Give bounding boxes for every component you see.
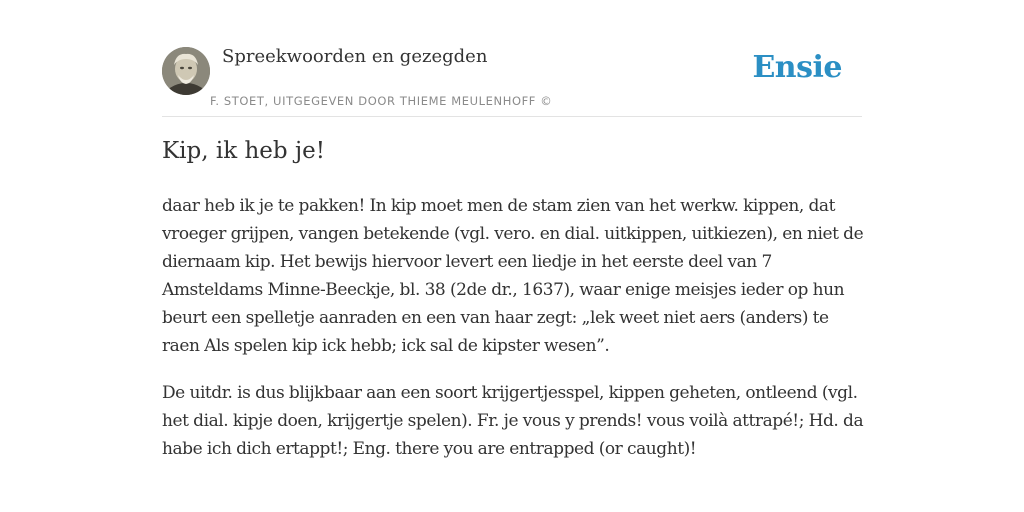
source-title[interactable]: Spreekwoorden en gezegden	[222, 46, 488, 67]
source-header	[162, 44, 862, 117]
entry-body	[162, 192, 870, 482]
entry-paragraph: daar heb ik je te pakken! In kip moet men de stam zien van het werkw. kippen, dat vroeger grijpen, vangen betekende (vgl. vero. en dial. uitkippen, uitkiezen), en niet de diernaam kip. Het bewijs hiervoor levert een liedje in het eerste deel van 7 Amsteldams Minne-Beeckje, bl. 38 (2de dr., 1637), waar enige meisjes ieder op hun beurt een spelletje aanraden en een van haar zegt: „lek weet niet aers (anders) te raen Als spelen kip ick hebb; ick sal de kipster wesen”.	[162, 196, 864, 356]
brand-logo[interactable]: Ensie	[752, 50, 842, 85]
source-credit: F. STOET, UITGEGEVEN DOOR THIEME MEULENHOFF ©	[210, 94, 553, 108]
author-portrait-icon	[162, 47, 210, 95]
entry-title: Kip, ik heb je!	[162, 138, 325, 164]
entry-paragraph: De uitdr. is dus blijkbaar aan een soort krijgertjesspel, kippen geheten, ontleend (vgl. het dial. kipje doen, krijgertje spelen). Fr. je vous y prends! vous voilà attrapé!; Hd. da habe ich dich ertappt!; Eng. there you are entrapped (or caught)!	[162, 383, 864, 459]
